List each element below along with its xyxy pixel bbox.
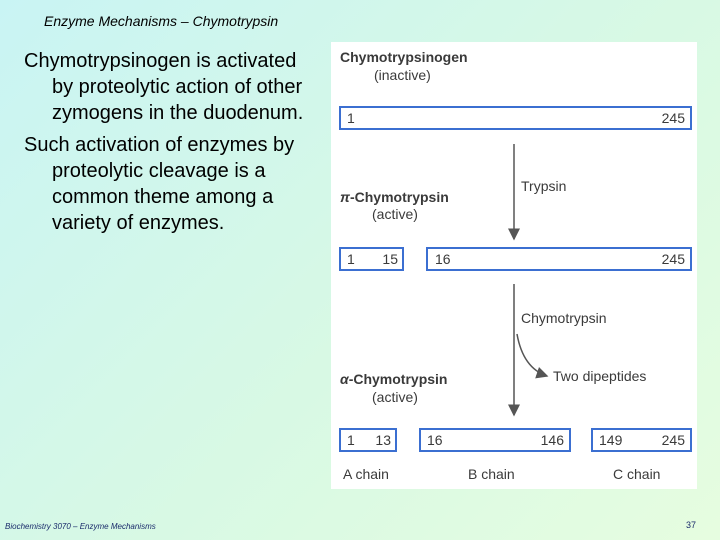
byproduct-label: Two dipeptides xyxy=(553,368,647,384)
chymotrypsin-activation-diagram xyxy=(331,42,697,489)
stage2-seg1-start: 1 xyxy=(347,251,355,267)
stage1-end: 245 xyxy=(661,110,685,126)
c-chain-start: 149 xyxy=(599,432,623,448)
stage2-seg2-start: 16 xyxy=(435,251,451,267)
stage1-name: Chymotrypsinogen xyxy=(340,49,468,65)
paragraph-1: Chymotrypsinogen is activated by proteolytic action of other zymogens in the duodenum. xyxy=(24,50,304,124)
footer-text: Biochemistry 3070 – Enzyme Mechanisms xyxy=(5,522,156,531)
enzyme2-label: Chymotrypsin xyxy=(521,310,607,326)
stage2-seg1-end: 15 xyxy=(382,251,398,267)
stage3-state: (active) xyxy=(372,389,418,405)
c-chain-label: C chain xyxy=(613,466,661,482)
stage3-name: α-Chymotrypsin xyxy=(340,371,448,387)
slide-title: Enzyme Mechanisms – Chymotrypsin xyxy=(44,13,279,29)
stage2-name: π-Chymotrypsin xyxy=(340,189,449,205)
stage2-state: (active) xyxy=(372,206,418,222)
a-chain-start: 1 xyxy=(347,432,355,448)
stage1-start: 1 xyxy=(347,110,355,126)
pi-seg2-bar xyxy=(427,248,691,270)
enzyme1-label: Trypsin xyxy=(521,178,567,194)
b-chain-start: 16 xyxy=(427,432,443,448)
a-chain-end: 13 xyxy=(375,432,391,448)
paragraph-2: Such activation of enzymes by proteolytic cleavage is a common theme among a variety of enzymes. xyxy=(24,134,295,234)
a-chain-label: A chain xyxy=(343,466,389,482)
page-number: 37 xyxy=(686,520,697,530)
stage2-seg2-end: 245 xyxy=(661,251,685,267)
stage1-state: (inactive) xyxy=(374,67,431,83)
dipeptide-branch-arrow xyxy=(517,334,547,376)
chymotrypsinogen-bar xyxy=(340,107,691,129)
b-chain-label: B chain xyxy=(468,466,515,482)
b-chain-end: 146 xyxy=(540,432,564,448)
body-text xyxy=(24,48,314,242)
c-chain-end: 245 xyxy=(661,432,685,448)
